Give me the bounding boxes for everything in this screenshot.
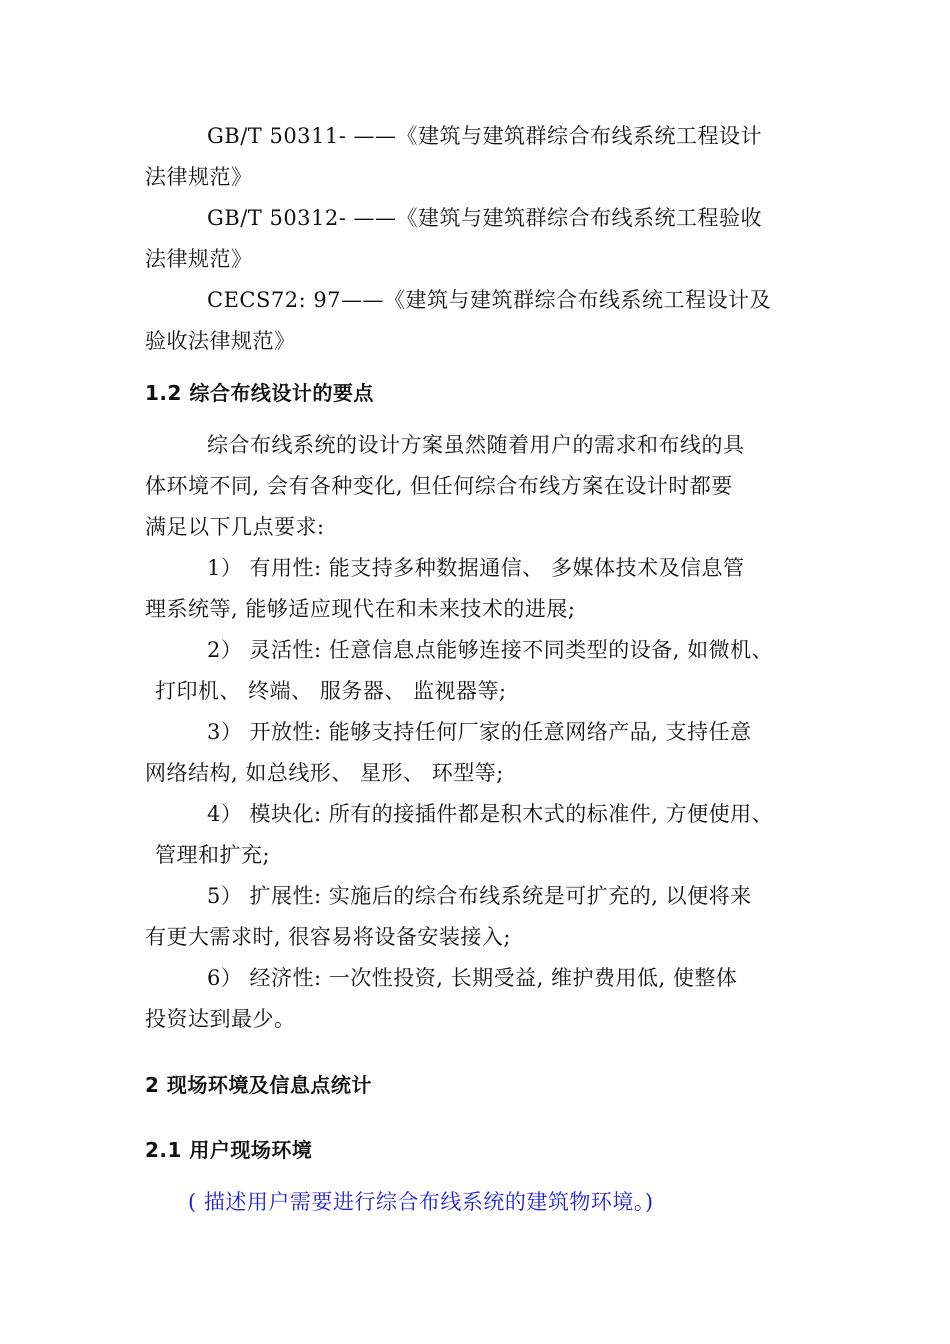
intro-line-3: 满足以下几点要求: xyxy=(145,515,325,539)
standard-1-line-2: 法律规范》 xyxy=(145,165,253,189)
intro-line-2: 体环境不同, 会有各种变化, 但任何综合布线方案在设计时都要 xyxy=(145,474,733,498)
point-3-line-1: 3） 开放性: 能够支持任何厂家的任意网络产品, 支持任意 xyxy=(207,720,752,744)
section-2-1-heading: 2.1 用户现场环境 xyxy=(145,1138,313,1162)
point-5-line-2: 有更大需求时, 很容易将设备安装接入; xyxy=(145,925,511,949)
standard-2-line-1: GB/T 50312- ——《建筑与建筑群综合布线系统工程验收 xyxy=(207,206,763,230)
environment-note: ( 描述用户需要进行综合布线系统的建筑物环境。) xyxy=(188,1190,654,1214)
point-3-line-2: 网络结构, 如总线形、 星形、 环型等; xyxy=(145,761,504,785)
section-1-2-heading: 1.2 综合布线设计的要点 xyxy=(145,381,374,405)
point-6-line-2: 投资达到最少。 xyxy=(145,1007,296,1031)
point-1-line-1: 1） 有用性: 能支持多种数据通信、 多媒体技术及信息管 xyxy=(207,556,745,580)
standard-1-line-1: GB/T 50311- ——《建筑与建筑群综合布线系统工程设计 xyxy=(207,124,763,148)
standard-3-line-2: 验收法律规范》 xyxy=(145,329,296,353)
standard-2-line-2: 法律规范》 xyxy=(145,247,253,271)
point-2-line-1: 2） 灵活性: 任意信息点能够连接不同类型的设备, 如微机、 xyxy=(207,638,774,662)
point-2-line-2: 打印机、 终端、 服务器、 监视器等; xyxy=(155,679,507,703)
point-6-line-1: 6） 经济性: 一次性投资, 长期受益, 维护费用低, 使整体 xyxy=(207,966,738,990)
intro-line-1: 综合布线系统的设计方案虽然随着用户的需求和布线的具 xyxy=(207,433,745,457)
point-4-line-1: 4） 模块化: 所有的接插件都是积木式的标准件, 方便使用、 xyxy=(207,802,774,826)
point-5-line-1: 5） 扩展性: 实施后的综合布线系统是可扩充的, 以便将来 xyxy=(207,884,752,908)
standard-3-line-1: CECS72: 97——《建筑与建筑群综合布线系统工程设计及 xyxy=(207,288,772,312)
point-4-line-2: 管理和扩充; xyxy=(155,843,271,867)
point-1-line-2: 理系统等, 能够适应现代在和未来技术的进展; xyxy=(145,597,576,621)
section-2-heading: 2 现场环境及信息点统计 xyxy=(145,1073,372,1097)
